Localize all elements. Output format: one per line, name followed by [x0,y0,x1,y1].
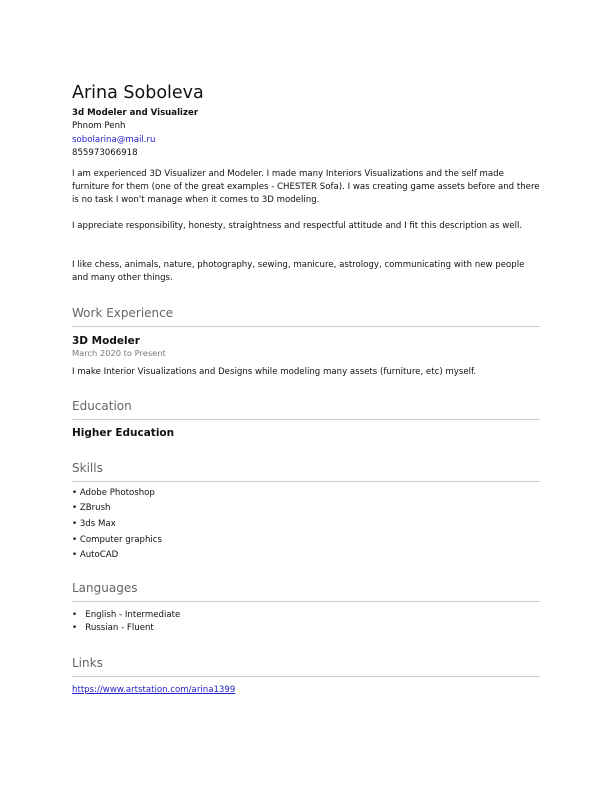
language-label: English - Intermediate [85,610,181,620]
phone: 855973066918 [72,148,138,158]
skill-item: • AutoCAD [72,550,119,560]
portfolio-link-text[interactable]: https://www.artstation.com/arina1399 [72,685,236,695]
section-heading-skills: Skills [72,461,103,475]
candidate-name: Arina Soboleva [72,83,204,103]
divider [72,326,540,327]
section-heading-links: Links [72,656,103,670]
portfolio-link[interactable] [72,684,235,697]
email-link[interactable]: sobolarina@mail.ru [72,135,156,145]
summary-paragraph: I am experienced 3D Visualizer and Modeler. I made many Interiors Visualizations and the self made furniture for them (one of the great examples - CHESTER Sofa). I was creating game assets before and there is no task I won't manage when it comes to 3D modeling. [72,169,540,205]
language-item: • Russian - Fluent [72,623,154,633]
job-description: I make Interior Visualizations and Designs while modeling many assets (furniture, etc) myself. [72,367,477,377]
divider [72,601,540,602]
skill-label: Computer graphics [79,535,163,545]
skill-label: ZBrush [79,503,111,513]
job-title: 3D Modeler [72,335,140,347]
job-title: 3d Modeler and Visualizer [72,108,199,118]
section-heading-education: Education [72,399,132,413]
skill-item: • 3ds Max [72,519,116,529]
skill-label: AutoCAD [79,550,119,560]
divider [72,676,540,677]
skill-item: • Computer graphics [72,535,163,545]
job-dates: March 2020 to Present [72,348,166,358]
language-label: Russian - Fluent [85,623,154,633]
location: Phnom Penh [72,121,126,131]
summary-paragraph: I like chess, animals, nature, photography, sewing, manicure, astrology, communicating with new people and many other things. [72,260,525,283]
education-degree: Higher Education [72,427,175,439]
section-heading-languages: Languages [72,581,138,595]
divider [72,419,540,420]
skill-label: Adobe Photoshop [79,488,155,498]
skill-label: 3ds Max [79,519,116,529]
language-item: • English - Intermediate [72,610,181,620]
section-heading-work: Work Experience [72,306,174,320]
divider [72,481,540,482]
skill-item: • ZBrush [72,503,111,513]
summary-paragraph: I appreciate responsibility, honesty, straightness and respectful attitude and I fit this description as well. [72,221,523,231]
skill-item: • Adobe Photoshop [72,488,155,498]
